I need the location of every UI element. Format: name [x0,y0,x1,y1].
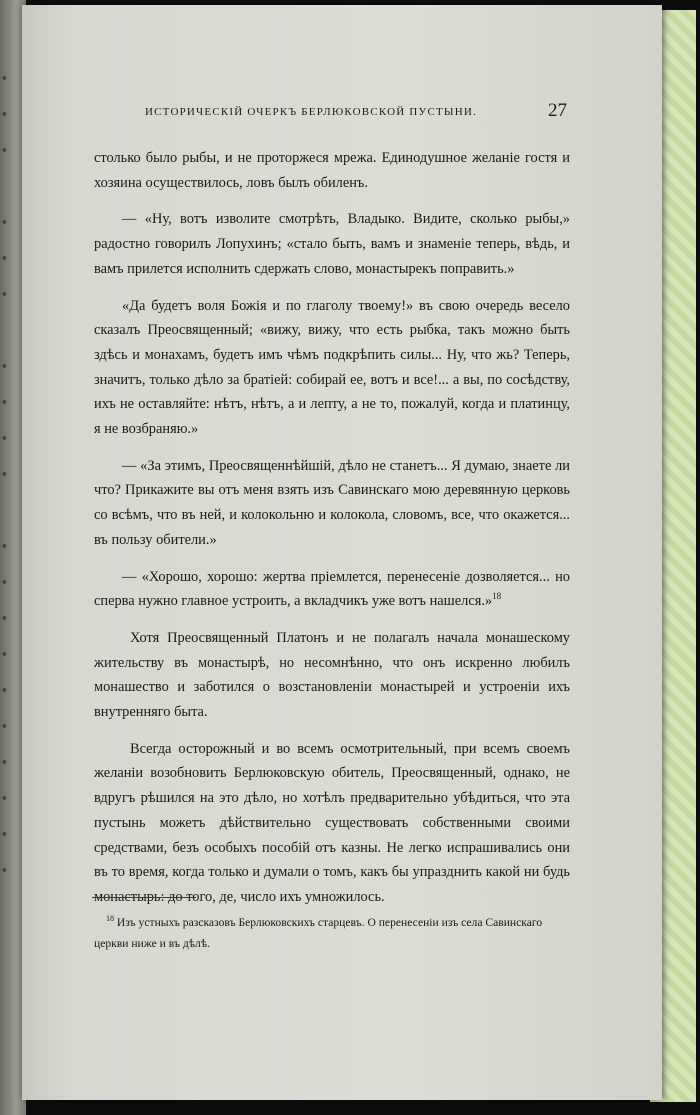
paragraph-with-footnote [94,565,570,614]
page-number: 27 [548,100,567,121]
paragraph: — «Ну, вотъ изволите смотрѣть, Владыко. Видите, сколько рыбы,» радостно говорилъ Лопухинъ; «стало быть, вамъ и знаменіе теперь, вѣдь, и вамъ прилется исполнить сдержать слово, монастырекъ поправить.» [94,211,570,277]
running-title: ИСТОРИЧЕСКІЙ ОЧЕРКЪ БЕРЛЮКОВСКОЙ ПУСТЫНИ. [145,106,477,118]
adjacent-page-edge-texture: ▪ ▪ ▪ ▪ ▪ ▪ ▪ ▪ ▪ ▪ ▪ ▪ ▪ ▪ ▪ ▪ ▪ ▪ ▪ ▪ [2,70,7,877]
footnote-reference: 18 [492,591,502,602]
footnote [94,912,574,954]
paragraph: Хотя Преосвященный Платонъ и не полагалъ начала монашескому жительству въ монастырѣ, но несомнѣнно, что онъ искренно любилъ монашество и заботился о возстановленіи монастырей и устроеніи ихъ внутренняго быта. [94,629,570,721]
main-text [94,146,570,910]
footnote-number: 18 [106,914,114,924]
footnote-text: Изъ устныхъ разсказовъ Берлюковскихъ старцевъ. О перенесеніи изъ села Савинскаго церкви ниже и въ дѣлѣ. [94,916,543,950]
paragraph-text: — «Хорошо, хорошо: жертва пріемлется, перенесеніе дозволяется... но сперва нужно главное устроить, а вкладчикъ уже вотъ нашелся.» [94,568,570,610]
paragraph: Всегда осторожный и во всемъ осмотрительный, при всемъ своемъ желаніи возобновить Берлюковскую обитель, Преосвященный, однако, не вдругъ рѣшился на это дѣло, но хотѣлъ предварительно убѣдиться, что эта пустынь можетъ дѣйствительно существовать собственными своими средствами, безъ особыхъ пособій отъ казны. Не легко испрашивались они въ то время, когда только и думали о томъ, какъ бы упразднить какой ни будь монастырь: до того, де, число ихъ умножилось. [94,740,570,905]
paragraph: «Да будетъ воля Божія и по глаголу твоему!» въ свою очередь весело сказалъ Преосвященный; «вижу, вижу, что есть рыбка, такъ можно быть здѣсь и монахамъ, будетъ имъ чѣмъ подкрѣпить силы... Ну, что жь? Теперь, значитъ, только дѣло за братіей: собирай ее, вотъ и все!... а вы, по сосѣдству, ихъ не оставляйте: нѣтъ, нѣтъ, а и лепту, а не то, пожалуй, когда и платинцу, я не возбраняю.» [94,297,570,438]
footnote-divider [92,897,196,898]
paragraph: столько было рыбы, и не проторжеся мрежа. Единодушное желаніе гостя и хозяина осуществилось, ловъ былъ обиленъ. [94,150,570,191]
paragraph: — «За этимъ, Преосвященнѣйшій, дѣло не станетъ... Я думаю, знаете ли что? Прикажите вы отъ меня взять изъ Савинскаго мою деревянную церковь со всѣмъ, что въ ней, и колокольню и колокола, словомъ, все, что окажется... въ пользу обители.» [94,457,570,548]
